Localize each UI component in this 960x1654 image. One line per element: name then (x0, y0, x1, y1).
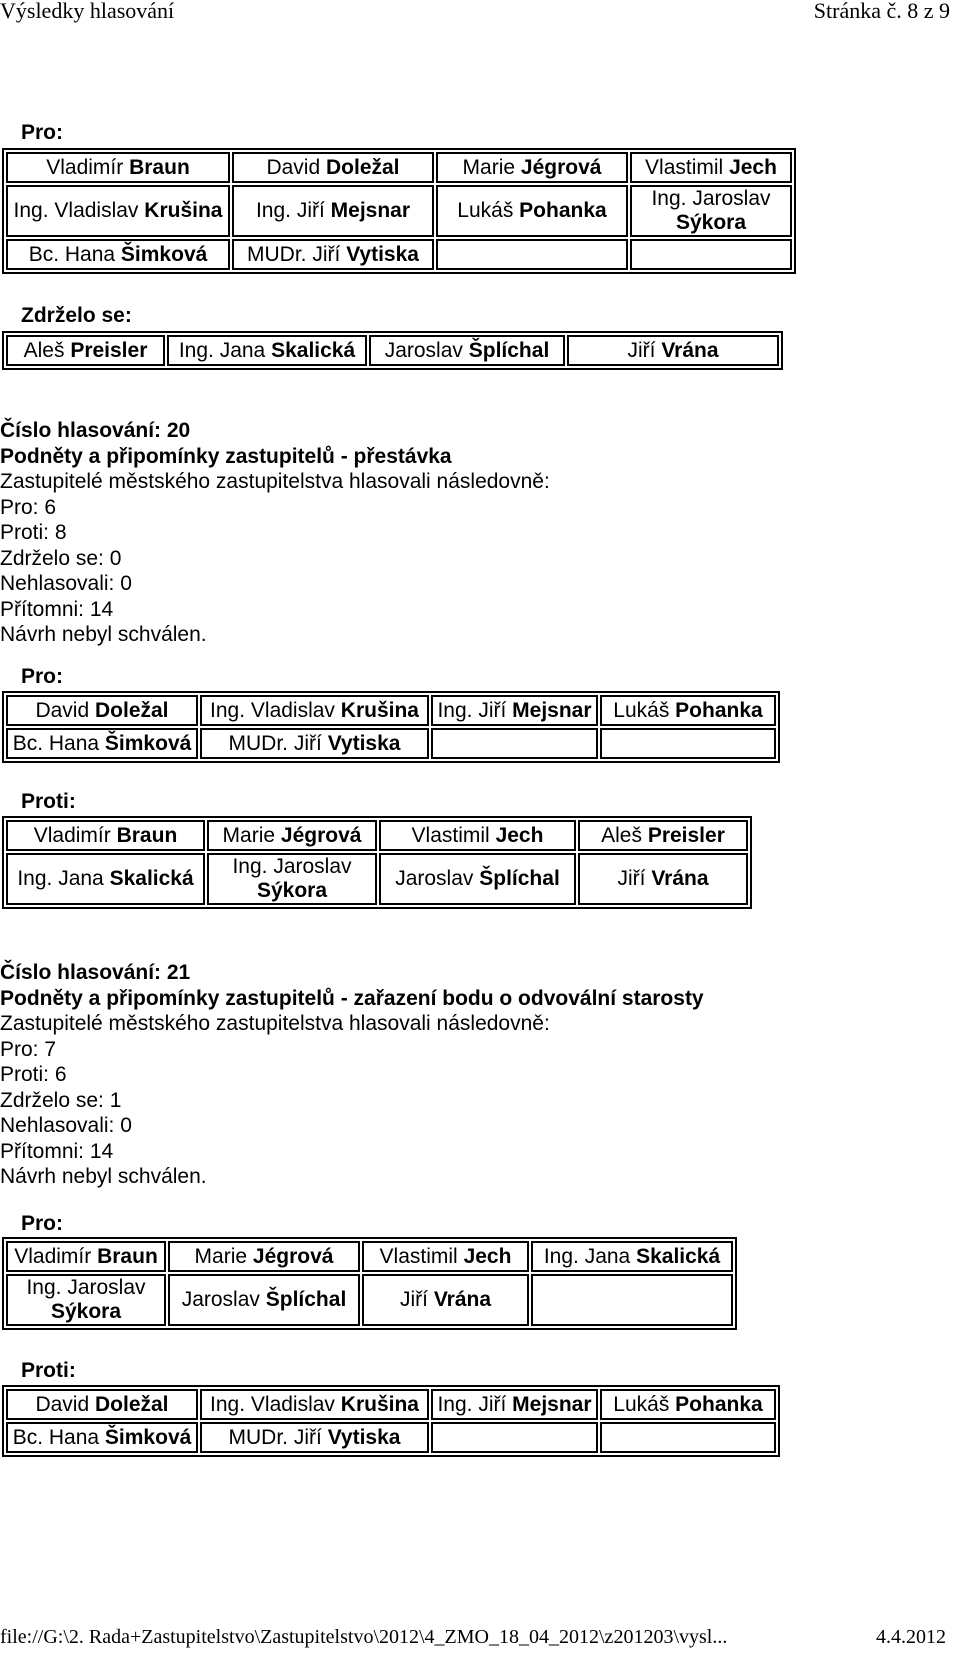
name-cell (207, 853, 377, 905)
zdrzelo-names-table (2, 331, 783, 370)
name-cell (6, 152, 230, 183)
surname: Skalická (271, 338, 356, 362)
print-header-title: Výsledky hlasování (0, 0, 175, 23)
surname: Krušina (340, 1392, 419, 1416)
print-footer-date: 4.4.2012 (876, 1626, 946, 1648)
name-cell (6, 185, 230, 237)
name-cell (362, 1274, 529, 1326)
name-cell (200, 728, 429, 759)
name-cell (362, 1241, 529, 1272)
names-row (6, 152, 792, 183)
name-cell (600, 728, 776, 759)
name-cell (6, 1422, 198, 1453)
vote-proti-count: Proti: 8 (0, 521, 67, 544)
surname: Vrána (661, 338, 719, 362)
first-name: Marie (222, 823, 276, 847)
name-cell (431, 728, 598, 759)
first-name: Jaroslav (181, 1288, 260, 1311)
vote-number: Číslo hlasování: 20 (0, 419, 191, 442)
name-cell (379, 853, 576, 905)
proti-label: Proti: (21, 790, 76, 813)
name-cell (431, 1422, 598, 1453)
name-cell (6, 1389, 198, 1420)
surname: Mejsnar (330, 199, 411, 222)
name-cell (167, 335, 367, 366)
first-name: Marie (194, 1244, 248, 1268)
name-cell (168, 1241, 360, 1272)
surname: Šplíchal (479, 867, 560, 890)
vote-zdrzelo-count: Zdrželo se: 1 (0, 1088, 122, 1112)
first-name: David (35, 1392, 90, 1416)
surname: Mejsnar (512, 698, 592, 722)
name-cell (600, 1389, 776, 1420)
names-row (6, 239, 792, 270)
name-cell (232, 152, 434, 183)
surname: Vrána (433, 1288, 492, 1311)
first-name: Ing. Jiří (437, 1392, 507, 1416)
surname: Jégrová (280, 823, 362, 847)
name-cell (369, 335, 565, 366)
name-cell (531, 1274, 733, 1326)
surname: Preisler (647, 823, 725, 847)
first-name: David (35, 698, 90, 722)
name-cell (630, 152, 792, 183)
first-name: Jiří (617, 867, 646, 890)
names-row (6, 695, 776, 726)
names-row (6, 185, 792, 237)
first-name: Ing. Vladislav (210, 698, 335, 722)
vote-20-info (0, 418, 550, 648)
name-cell (567, 335, 779, 366)
pro-names-table (2, 691, 780, 763)
vote-title: Podněty a připomínky zastupitelů - přestávka (0, 444, 452, 468)
name-cell (436, 239, 628, 270)
first-name: Ing. Jaroslav (232, 855, 352, 878)
surname: Braun (97, 1244, 158, 1268)
first-name: Ing. Vladislav (13, 199, 139, 222)
name-cell (630, 239, 792, 270)
first-name: Ing. Jaroslav (26, 1276, 146, 1299)
surname: Braun (129, 155, 190, 179)
surname: Krušina (340, 698, 419, 722)
first-name: Ing. Jana (17, 867, 104, 890)
surname: Šimková (104, 1425, 192, 1449)
first-name: Vlastimil (411, 823, 490, 847)
surname: Skalická (109, 867, 194, 890)
name-cell (431, 695, 598, 726)
vote-pritomni-count: Přítomni: 14 (0, 597, 114, 621)
vote-zdrzelo-count: Zdrželo se: 0 (0, 546, 122, 570)
first-name: Ing. Jiří (437, 698, 507, 722)
proti-names-table (2, 816, 752, 909)
first-name: David (266, 155, 321, 179)
proti-names-table (2, 1385, 780, 1457)
first-name: Jaroslav (395, 867, 474, 890)
pro-label: Pro: (21, 1212, 63, 1235)
surname: Vrána (651, 867, 709, 890)
surname: Šimková (104, 731, 192, 755)
surname: Jech (463, 1244, 512, 1268)
name-cell (630, 185, 792, 237)
vote-pro-count: Pro: 6 (0, 495, 57, 519)
name-cell (600, 695, 776, 726)
name-cell (207, 820, 377, 851)
first-name: Lukáš (613, 1392, 670, 1416)
print-header-page: Stránka č. 8 z 9 (813, 0, 950, 23)
name-cell (6, 820, 205, 851)
surname: Pohanka (675, 1392, 763, 1416)
name-cell (436, 185, 628, 237)
name-cell (200, 695, 429, 726)
first-name: MUDr. Jiří (228, 731, 322, 755)
name-cell (200, 1389, 429, 1420)
first-name: Bc. Hana (28, 242, 116, 266)
first-name: Vladimír (33, 823, 111, 847)
surname: Mejsnar (512, 1392, 592, 1416)
name-cell (232, 239, 434, 270)
surname: Doležal (95, 1392, 169, 1416)
surname: Jégrová (252, 1244, 334, 1268)
pro-label: Pro: (21, 121, 63, 144)
name-cell (6, 1241, 166, 1272)
name-cell (431, 1389, 598, 1420)
pro-names-table (2, 1237, 737, 1330)
name-cell (6, 335, 165, 366)
vote-number: Číslo hlasování: 21 (0, 961, 191, 984)
first-name: Vlastimil (645, 155, 724, 179)
vote-proti-count: Proti: 6 (0, 1063, 67, 1086)
name-cell (600, 1422, 776, 1453)
name-cell (232, 185, 434, 237)
first-name: Jiří (627, 338, 656, 362)
surname: Doležal (326, 155, 400, 179)
first-name: Marie (462, 155, 516, 179)
first-name: Vlastimil (379, 1244, 458, 1268)
surname: Sýkora (675, 211, 747, 234)
name-cell (531, 1241, 733, 1272)
name-cell (6, 1274, 166, 1326)
first-name: Ing. Jana (543, 1244, 631, 1268)
pro-names-table (2, 148, 796, 274)
names-row (6, 1274, 733, 1326)
first-name: Aleš (23, 338, 65, 362)
first-name: Ing. Vladislav (210, 1392, 335, 1416)
surname: Šplíchal (265, 1288, 347, 1311)
first-name: Bc. Hana (12, 1425, 100, 1449)
first-name: MUDr. Jiří (228, 1425, 322, 1449)
first-name: Ing. Jana (178, 338, 266, 362)
vote-pritomni-count: Přítomni: 14 (0, 1139, 114, 1163)
surname: Doležal (95, 698, 169, 722)
vote-result: Návrh nebyl schválen. (0, 1165, 207, 1188)
pro-label: Pro: (21, 665, 63, 688)
first-name: Ing. Jaroslav (651, 187, 771, 210)
name-cell (6, 695, 198, 726)
name-cell (6, 728, 198, 759)
name-cell (379, 820, 576, 851)
vote-pro-count: Pro: 7 (0, 1037, 57, 1061)
name-cell (6, 853, 205, 905)
first-name: Vladimír (46, 155, 124, 179)
first-name: Lukáš (613, 698, 670, 722)
print-header (0, 0, 960, 26)
surname: Pohanka (675, 698, 763, 722)
surname: Jégrová (520, 155, 602, 179)
zdrzelo-label: Zdrželo se: (21, 304, 132, 327)
vote-intro: Zastupitelé městského zastupitelstva hlasovali následovně: (0, 470, 550, 493)
names-row (6, 728, 776, 759)
name-cell (578, 820, 748, 851)
vote-21-info (0, 960, 704, 1190)
name-cell (200, 1422, 429, 1453)
surname: Vytiska (346, 242, 419, 266)
surname: Šimková (120, 242, 208, 266)
first-name: Jaroslav (384, 338, 463, 362)
names-row (6, 1422, 776, 1453)
first-name: Ing. Jiří (255, 199, 325, 222)
name-cell (168, 1274, 360, 1326)
print-footer-path: file://G:\2. Rada+Zastupitelstvo\Zastupitelstvo\2012\4_ZMO_18_04_2012\z201203\vysl... (0, 1626, 728, 1648)
first-name: MUDr. Jiří (247, 242, 341, 266)
names-row (6, 853, 748, 905)
first-name: Jiří (399, 1288, 428, 1311)
surname: Jech (729, 155, 777, 179)
names-row (6, 1389, 776, 1420)
surname: Sýkora (256, 879, 328, 902)
name-cell (578, 853, 748, 905)
first-name: Aleš (601, 823, 642, 847)
surname: Sýkora (50, 1300, 122, 1323)
vote-title: Podněty a připomínky zastupitelů - zařazení bodu o odvovální starosty (0, 986, 704, 1010)
surname: Pohanka (519, 199, 607, 222)
vote-result: Návrh nebyl schválen. (0, 623, 207, 646)
first-name: Lukáš (457, 199, 514, 222)
surname: Vytiska (327, 731, 401, 755)
surname: Vytiska (327, 1425, 401, 1449)
surname: Preisler (70, 338, 148, 362)
surname: Krušina (144, 199, 223, 222)
surname: Jech (495, 823, 544, 847)
name-cell (436, 152, 628, 183)
proti-label: Proti: (21, 1359, 76, 1382)
vote-nehlasovali-count: Nehlasovali: 0 (0, 1114, 132, 1137)
first-name: Vladimír (14, 1244, 92, 1268)
vote-nehlasovali-count: Nehlasovali: 0 (0, 572, 132, 595)
names-row (6, 820, 748, 851)
names-row (6, 335, 779, 366)
vote-intro: Zastupitelé městského zastupitelstva hlasovali následovně: (0, 1012, 550, 1035)
name-cell (6, 239, 230, 270)
names-row (6, 1241, 733, 1272)
surname: Braun (116, 823, 178, 847)
first-name: Bc. Hana (12, 731, 100, 755)
surname: Skalická (636, 1244, 721, 1268)
surname: Šplíchal (468, 338, 550, 362)
